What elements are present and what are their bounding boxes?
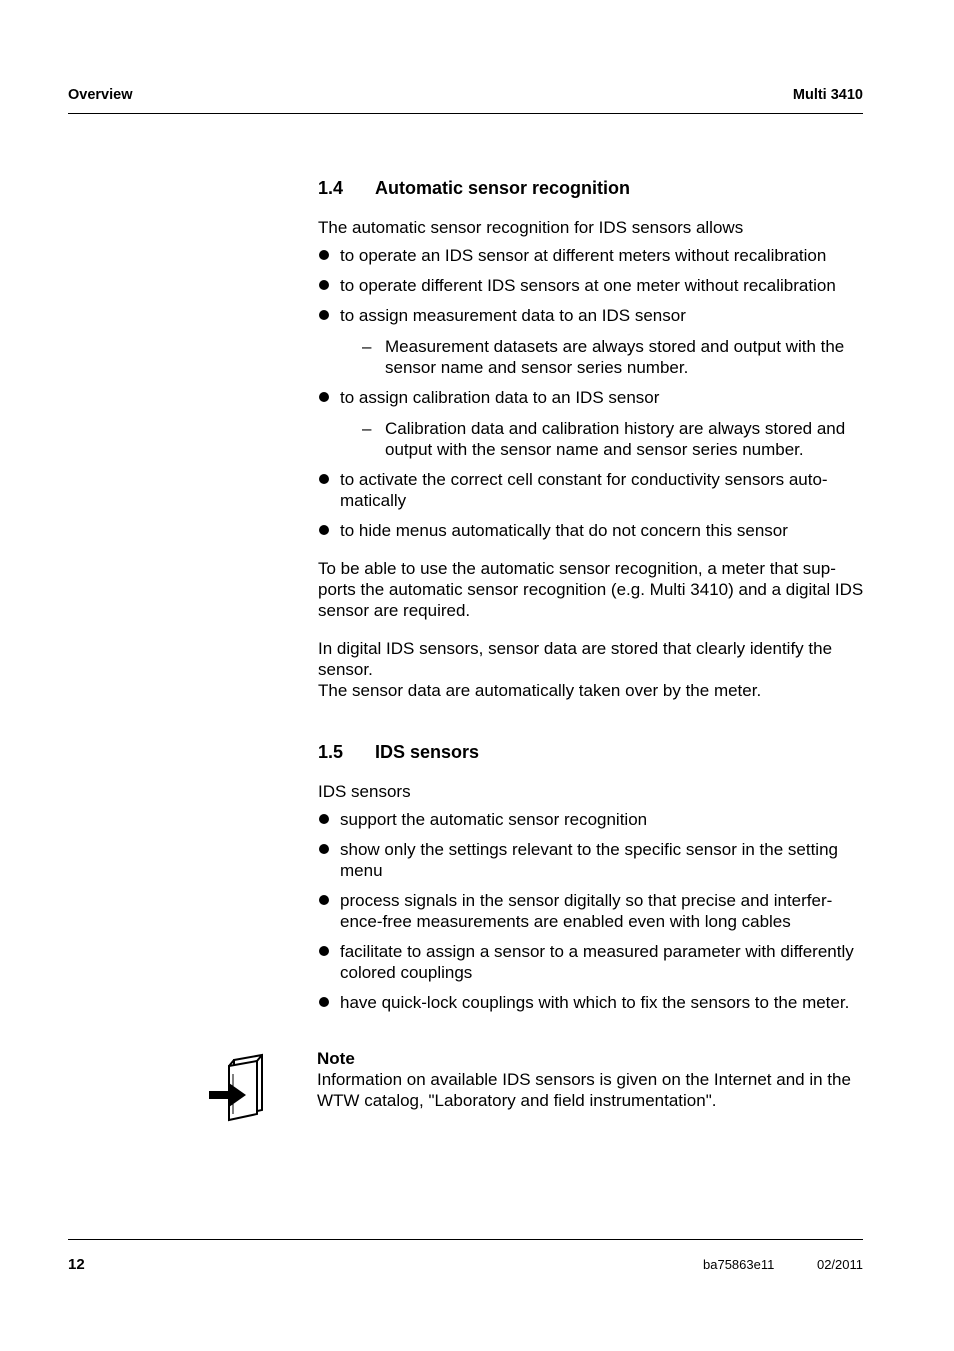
- sensor-data-line-1: In digital IDS sensors, sensor data are stored that clearly identify the sensor.: [318, 639, 833, 679]
- list-item: [318, 809, 866, 830]
- sensor-data-line-2: The sensor data are automatically taken over by the meter.: [318, 681, 762, 700]
- list-item: [318, 992, 866, 1013]
- section-title: IDS sensors: [375, 741, 480, 762]
- section-intro: IDS sensors: [318, 782, 411, 801]
- feature-list: [318, 245, 866, 541]
- sensor-data-paragraph: [318, 638, 866, 701]
- list-item: [318, 245, 866, 266]
- sub-item: [340, 418, 866, 460]
- list-item: [318, 387, 866, 460]
- section-heading-1-4: [318, 176, 866, 200]
- list-item-text: have quick-lock couplings with which to fix the sensors to the meter.: [340, 993, 850, 1012]
- list-item: [318, 941, 866, 983]
- requirements-paragraph: To be able to use the automatic sensor recognition, a meter that sup-ports the automatic sensor recognition (e.g. Multi 3410) and a digital IDS sensor are required.: [318, 559, 864, 620]
- section-number: 1.4: [318, 177, 344, 198]
- note-block: [317, 1048, 865, 1111]
- dash-marker: –: [362, 419, 372, 438]
- list-item-text: to assign measurement data to an IDS sensor: [340, 306, 686, 325]
- section-number: 1.5: [318, 741, 344, 762]
- list-item: [318, 890, 866, 932]
- list-item: [318, 469, 866, 511]
- list-item-text: to hide menus automatically that do not concern this sensor: [340, 521, 788, 540]
- list-item-text: to operate an IDS sensor at different meters without recalibration: [340, 246, 827, 265]
- dash-marker: –: [362, 337, 372, 356]
- document-date: 02/2011: [816, 1257, 863, 1272]
- list-item: [318, 839, 866, 881]
- list-item-text: to operate different IDS sensors at one meter without recalibration: [340, 276, 836, 295]
- page-number: 12: [68, 1256, 85, 1273]
- list-item: [318, 305, 866, 378]
- list-item-text: process signals in the sensor digitally so that precise and interfer-ence-free measurements are enabled even with long cables: [340, 891, 833, 931]
- book-arrow-icon: [206, 1052, 268, 1122]
- list-item-text: to activate the correct cell constant for conductivity sensors auto-matically: [340, 470, 828, 510]
- list-item-text: show only the settings relevant to the specific sensor in the setting menu: [340, 840, 838, 880]
- section-intro: The automatic sensor recognition for IDS sensors allows: [318, 218, 744, 237]
- list-item-text: to assign calibration data to an IDS sensor: [340, 388, 660, 407]
- ids-feature-list: [318, 809, 866, 1013]
- main-content: [318, 176, 866, 1022]
- list-item: [318, 275, 866, 296]
- note-title: Note: [317, 1049, 355, 1068]
- sub-item-text: Calibration data and calibration history are always stored and output with the sensor name and sensor series number.: [385, 419, 846, 459]
- list-item-text: facilitate to assign a sensor to a measured parameter with differently colored couplings: [340, 942, 854, 982]
- section-heading-1-5: [318, 740, 866, 764]
- sub-item: [340, 336, 866, 378]
- section-title: Automatic sensor recognition: [375, 177, 631, 198]
- header-rule: [68, 113, 863, 114]
- footer-rule: [68, 1239, 863, 1240]
- list-item-text: support the automatic sensor recognition: [340, 810, 648, 829]
- running-header-section: Overview: [68, 87, 133, 103]
- sub-item-text: Measurement datasets are always stored and output with the sensor name and sensor series number.: [385, 337, 845, 377]
- list-item: [318, 520, 866, 541]
- note-text: Information on available IDS sensors is given on the Internet and in the WTW catalog, "Laboratory and field instrumentation".: [317, 1070, 851, 1110]
- document-id: ba75863e11: [703, 1257, 775, 1272]
- running-header-product: Multi 3410: [792, 87, 863, 103]
